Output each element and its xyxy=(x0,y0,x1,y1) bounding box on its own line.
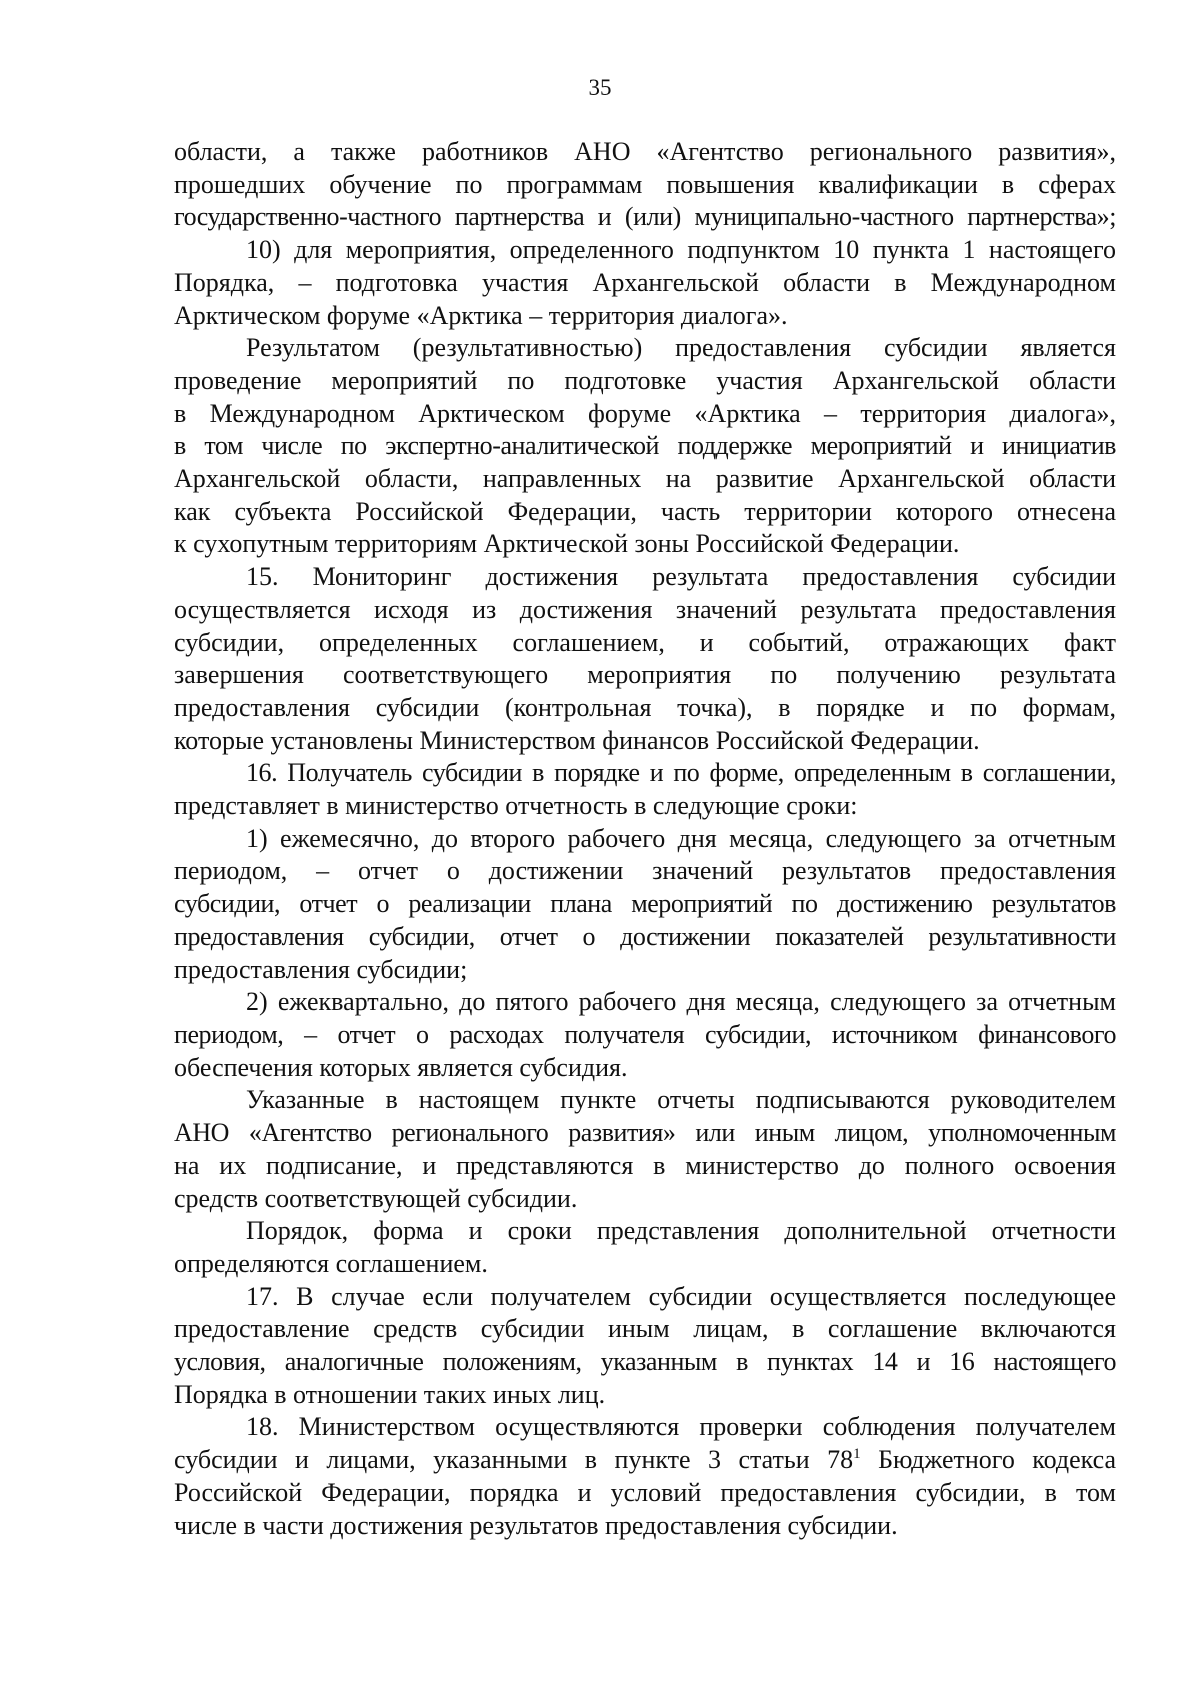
text-line: периодом, – отчет о достижении значений результатов предоставления xyxy=(174,856,1116,886)
text-fragment: субсидии и лицами, указанными в пункте 3 статьи 78 xyxy=(174,1445,854,1475)
text-line: 1) ежемесячно, до второго рабочего дня месяца, следующего за отчетным xyxy=(246,823,1116,853)
text-line: как субъекта Российской Федерации, часть территории которого отнесена xyxy=(174,496,1116,526)
text-line: Порядка в отношении таких иных лиц. xyxy=(174,1379,606,1409)
text-line: в том числе по экспертно-аналитической поддержке мероприятий и инициатив xyxy=(174,431,1116,461)
text-line: предоставления субсидии, отчет о достижении показателей результативности xyxy=(174,921,1116,951)
text-line: Результатом (результативностью) предоставления субсидии является xyxy=(246,333,1116,363)
text-line: Порядка, – подготовка участия Архангельской области в Международном xyxy=(174,267,1116,297)
text-line: АНО «Агентство регионального развития» или иным лицом, уполномоченным xyxy=(174,1118,1116,1148)
document-text xyxy=(174,136,1116,1542)
text-line: представляет в министерство отчетность в следующие сроки: xyxy=(174,791,858,821)
text-line: Арктическом форуме «Арктика – территория диалога». xyxy=(174,300,788,330)
text-line: прошедших обучение по программам повышения квалификации в сферах xyxy=(174,169,1116,199)
text-line: средств соответствующей субсидии. xyxy=(174,1183,578,1213)
text-line: субсидии, определенных соглашением, и событий, отражающих факт xyxy=(174,627,1116,657)
text-line: субсидии, отчет о реализации плана мероприятий по достижению результатов xyxy=(174,889,1116,919)
text-line: к сухопутным территориям Арктической зоны Российской Федерации. xyxy=(174,529,960,559)
text-line: предоставления субсидии; xyxy=(174,954,468,984)
text-line: 16. Получатель субсидии в порядке и по форме, определенным в соглашении, xyxy=(246,758,1116,788)
text-line: 10) для мероприятия, определенного подпунктом 10 пункта 1 настоящего xyxy=(246,235,1116,265)
text-line: завершения соответствующего мероприятия по получению результата xyxy=(174,660,1116,690)
text-line: предоставление средств субсидии иным лицам, в соглашение включаются xyxy=(174,1314,1116,1344)
text-line: на их подписание, и представляются в министерство до полного освоения xyxy=(174,1150,1116,1180)
page-number: 35 xyxy=(588,75,612,100)
text-line: в Международном Арктическом форуме «Арктика – территория диалога», xyxy=(174,398,1116,428)
text-line: условия, аналогичные положениям, указанным в пунктах 14 и 16 настоящего xyxy=(174,1347,1116,1377)
text-line: предоставления субсидии (контрольная точка), в порядке и по формам, xyxy=(174,692,1116,722)
text-line: определяются соглашением. xyxy=(174,1248,488,1278)
text-line: государственно-частного партнерства и (или) муниципально-частного партнерства»; xyxy=(174,202,1116,232)
text-line: 15. Мониторинг достижения результата предоставления субсидии xyxy=(246,562,1116,592)
text-line: области, а также работников АНО «Агентство регионального развития», xyxy=(174,137,1116,166)
text-line: которые установлены Министерством финансов Российской Федерации. xyxy=(174,725,980,755)
superscript: 1 xyxy=(853,1446,861,1463)
text-line: 17. В случае если получателем субсидии осуществляется последующее xyxy=(246,1281,1116,1311)
text-line: Архангельской области, направленных на развитие Архангельской области xyxy=(174,464,1116,494)
text-line: осуществляется исходя из достижения значений результата предоставления xyxy=(174,594,1116,624)
text-line: периодом, – отчет о расходах получателя субсидии, источником финансового xyxy=(174,1019,1116,1049)
text-line: Указанные в настоящем пункте отчеты подписываются руководителем xyxy=(246,1085,1116,1115)
text-line: Российской Федерации, порядка и условий предоставления субсидии, в том xyxy=(174,1477,1116,1507)
text-line: 2) ежеквартально, до пятого рабочего дня месяца, следующего за отчетным xyxy=(246,987,1116,1017)
text-line: числе в части достижения результатов предоставления субсидии. xyxy=(174,1510,898,1540)
text-line: Порядок, форма и сроки представления дополнительной отчетности xyxy=(246,1216,1116,1246)
text-fragment: Бюджетного кодекса xyxy=(878,1445,1116,1475)
text-line: 18. Министерством осуществляются проверки соблюдения получателем xyxy=(246,1412,1116,1442)
text-line xyxy=(174,1444,1116,1477)
text-line: обеспечения которых является субсидия. xyxy=(174,1052,628,1082)
text-line: проведение мероприятий по подготовке участия Архангельской области xyxy=(174,365,1116,395)
